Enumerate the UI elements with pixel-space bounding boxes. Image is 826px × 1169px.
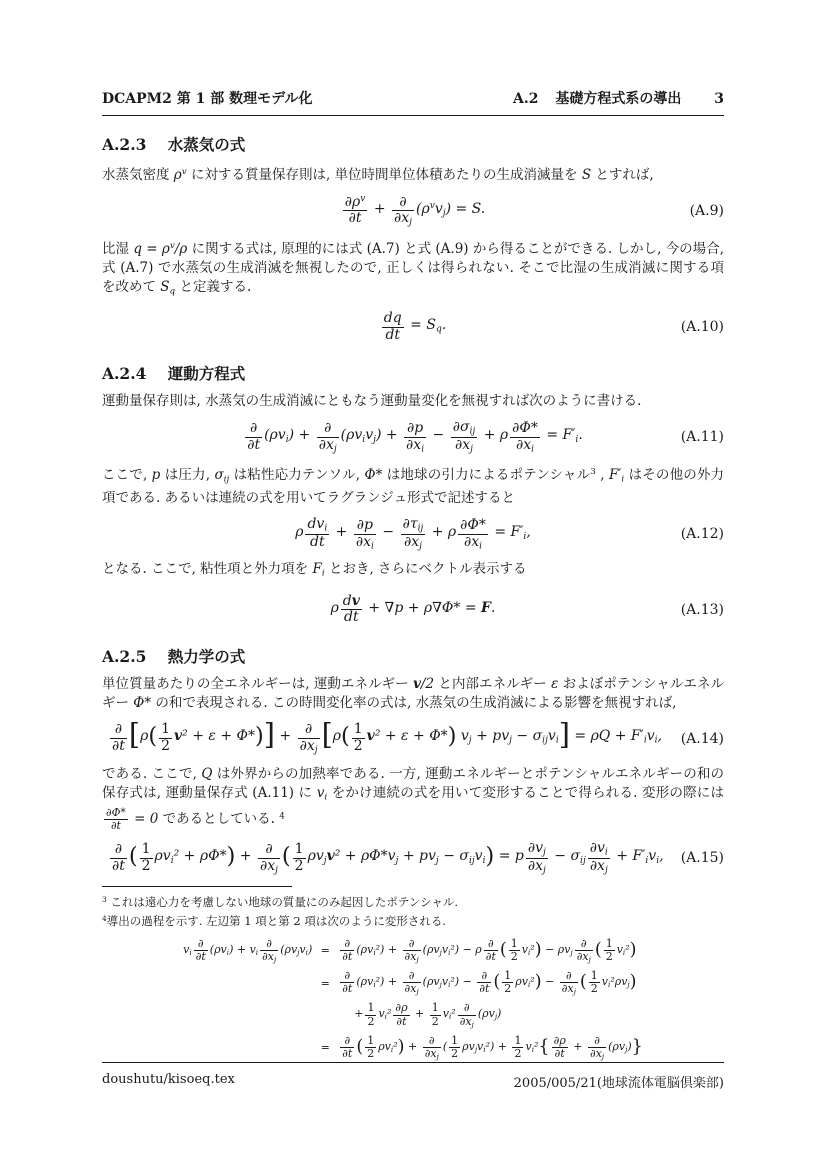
equation-a15-tag: (A.15) bbox=[680, 850, 724, 867]
equation-a12-body: ρ $\frac{\text{dvi}}{dt}$ + $\frac{\partial p}{\partial xi}$ − $\frac{\text{∂τij}}{\partial xj}$ + ρ $\frac{\partial\Phi*}{\partial xi}$ = F′i, bbox=[295, 516, 531, 552]
equation-a11-body: $\frac{\partial}{\partial t}$ (ρvi) + $\frac{\partial}{\partial xj}$ (ρvivj) + $\frac{\partial p}{\partial xi}$ − $\frac{\text{∂σij}}{\partial xj}$ + ρ $\frac{\partial\Phi*}{\partial xi}$ = F′i. bbox=[247, 418, 583, 455]
equation-a13 bbox=[102, 592, 724, 628]
footer-date-credit: 2005/005/21(地球流体電脳倶楽部) bbox=[513, 1076, 724, 1091]
equation-a9-body: $\frac{\partial\rho^v}{\partial t}$ + $\frac{\partial}{\partial xj}$ $(\rho^vvj) = S$. bbox=[344, 193, 486, 228]
section-title: 熱力学の式 bbox=[167, 646, 246, 666]
equation-a10-tag: (A.10) bbox=[680, 319, 724, 336]
section-heading-a2-5 bbox=[102, 645, 724, 667]
footnote-derivation-equations: vi $\frac{\partial}{\partial t}$ (ρvi) + vi $\frac{\partial}{\partial xj}$ (ρvjvi) = $\frac{\partial}{\partial t}$ (ρvi²) + $\frac{\partial}{\partial xj}$ (ρvjvi²) − ρ $\frac{\partial}{\partial t}$ ( $\frac{1}{2}$ vi²) − ρvj $\frac{\partial}{\partial xj}$ ( $\frac{1}{2}$ vi²) = $\frac{\partial}{\partial t}$ (ρvi²) + $\frac{\partial}{\partial xj}$ (ρvjvi²) − $\frac{\partial}{\partial t}$ ( $\frac{1}{2}$ ρvi²) − $\frac{\partial}{\partial xj}$ ( $\frac{1}{2}$ vi²ρvj) + $\frac{1}{2}$ vi² $\frac{\partial\rho}{\partial t}$ + $\frac{1}{2}$ vi² $\frac{\partial}{\partial xj}$ (ρvj) = $\frac{\partial}{\partial t}$ ( $\frac{1}{2}$ ρvi²) + $\frac{\partial}{\partial xj}$ ( $\frac{1}{2}$ ρvjvi²) + $\frac{1}{2}$ vi²{ $\frac{\partial\rho}{\partial t}$ + $\frac{\partial}{\partial xj}$ (ρvj)} bbox=[183, 936, 643, 1061]
equation-a9 bbox=[102, 193, 724, 229]
paragraph-energy-intro: 単位質量あたりの全エネルギーは, 運動エネルギー v/2 と内部エネルギー ε およぼポテンシャルエネルギー Φ* の和で表現される. この時間変化率の式は, 水蒸気の生成消滅による影響を無視すれば, bbox=[102, 675, 724, 711]
equation-a15 bbox=[102, 840, 724, 876]
equation-a14 bbox=[102, 716, 724, 757]
footnote-rule bbox=[102, 886, 292, 887]
section-heading-a2-3 bbox=[102, 133, 724, 155]
section-heading-a2-4 bbox=[102, 362, 724, 384]
page-content bbox=[102, 88, 729, 1061]
paragraph-heating-rate: である. ここで, Q は外界からの加熱率である. 一方, 運動エネルギーとポテンシャルエネルギーの和の保存式は, 運動量保存式 (A.11) に vi をかけ連続の式を用いて変形することで得られる. 変形の際には $\frac{\partial\Phi*}{\partial t}$ = 0 であるとしている. $^4$ bbox=[102, 765, 729, 833]
section-title: 運動方程式 bbox=[167, 364, 246, 384]
equation-a14-body: $\frac{\partial}{\partial t}$ [ρ( $\frac{1}{2}$ v² + ε + Φ*)] + $\frac{\partial}{\partial xj}$ [ρ( $\frac{1}{2}$ v² + ε + Φ*) vj + pvj − σijvi] = ρQ + F′ivi, bbox=[112, 716, 663, 756]
equation-a11 bbox=[102, 419, 724, 455]
section-number: A.2.5 bbox=[102, 646, 147, 666]
equation-a13-body: ρ $\frac{dv}{dt}$ + ∇p + ρ∇Φ* = F. bbox=[330, 592, 496, 626]
header-section-number: A.2 bbox=[513, 91, 539, 107]
section-title: 水蒸気の式 bbox=[167, 135, 246, 154]
section-number: A.2.3 bbox=[102, 135, 147, 154]
equation-a13-tag: (A.13) bbox=[680, 601, 724, 618]
paragraph-vapor-intro: 水蒸気密度 $\rho^v$ に対する質量保存則は, 単位時間単位体積あたりの生成消滅量を S とすれば, bbox=[102, 166, 654, 183]
equation-a14-tag: (A.14) bbox=[680, 730, 724, 747]
header-left: DCAPM2 第 1 部 数理モデル化 bbox=[102, 91, 313, 107]
paragraph-pressure-terms: ここで, p は圧力, σij は粘性応力テンソル, Φ* は地球の引力によるポテンシャル$^3$ , F′i はその他の外力項である. あるいは連続の式を用いてラグランジュ形式で記述すると bbox=[102, 466, 725, 507]
paragraph-vector-form: となる. ここで, 粘性項と外力項を Fi とおき, さらにベクトル表示する bbox=[102, 561, 527, 579]
paragraph-specific-humidity: 比湿 $q = \rho^v/\rho$ に関する式は, 原理的には式 (A.7) と式 (A.9) から得ることができる. しかし, 今の場合, 式 (A.7) で水蒸気の生成消滅を無視したので, 正しくは得られない. そこで比湿の生成消滅に関する項を改めて Sq と定義する. bbox=[102, 240, 729, 297]
equation-a9-tag: (A.9) bbox=[689, 202, 724, 219]
footnote-3: $^3$ これは遠心力を考慮しない地球の質量にのみ起因したポテンシャル. bbox=[102, 895, 458, 910]
header-right bbox=[513, 88, 724, 108]
equation-a10-body: $\frac{dq}{dt}$ = Sq. bbox=[383, 309, 447, 343]
equation-a12-tag: (A.12) bbox=[680, 526, 724, 543]
section-number: A.2.4 bbox=[102, 364, 147, 384]
equation-a11-tag: (A.11) bbox=[680, 429, 724, 446]
footnote-4: $^4$導出の過程を示す. 左辺第 1 項と第 2 項は次のように変形される. bbox=[102, 913, 446, 928]
equation-a12 bbox=[102, 516, 724, 552]
page-footer bbox=[102, 1062, 724, 1091]
header-section-title: 基礎方程式系の導出 bbox=[555, 91, 682, 107]
page-header bbox=[102, 88, 724, 116]
footer-filename: doushutu/kisoeq.tex bbox=[102, 1072, 235, 1087]
paragraph-momentum-intro: 運動量保存則は, 水蒸気の生成消滅にともなう運動量変化を無視すれば次のように書ける. bbox=[102, 393, 642, 410]
equation-a10 bbox=[102, 309, 724, 345]
equation-a15-body: $\frac{\partial}{\partial t}$ ( $\frac{1}{2}$ ρvi² + ρΦ*) + $\frac{\partial}{\partial xj}$ ( $\frac{1}{2}$ ρvjv² + ρΦ*vj + pvj − σijvi) = p $\frac{\partial vj}{\partial xj}$ − σij $\frac{\partial vi}{\partial xj}$ + F′ivi, bbox=[112, 840, 664, 876]
header-page-number: 3 bbox=[714, 91, 724, 107]
